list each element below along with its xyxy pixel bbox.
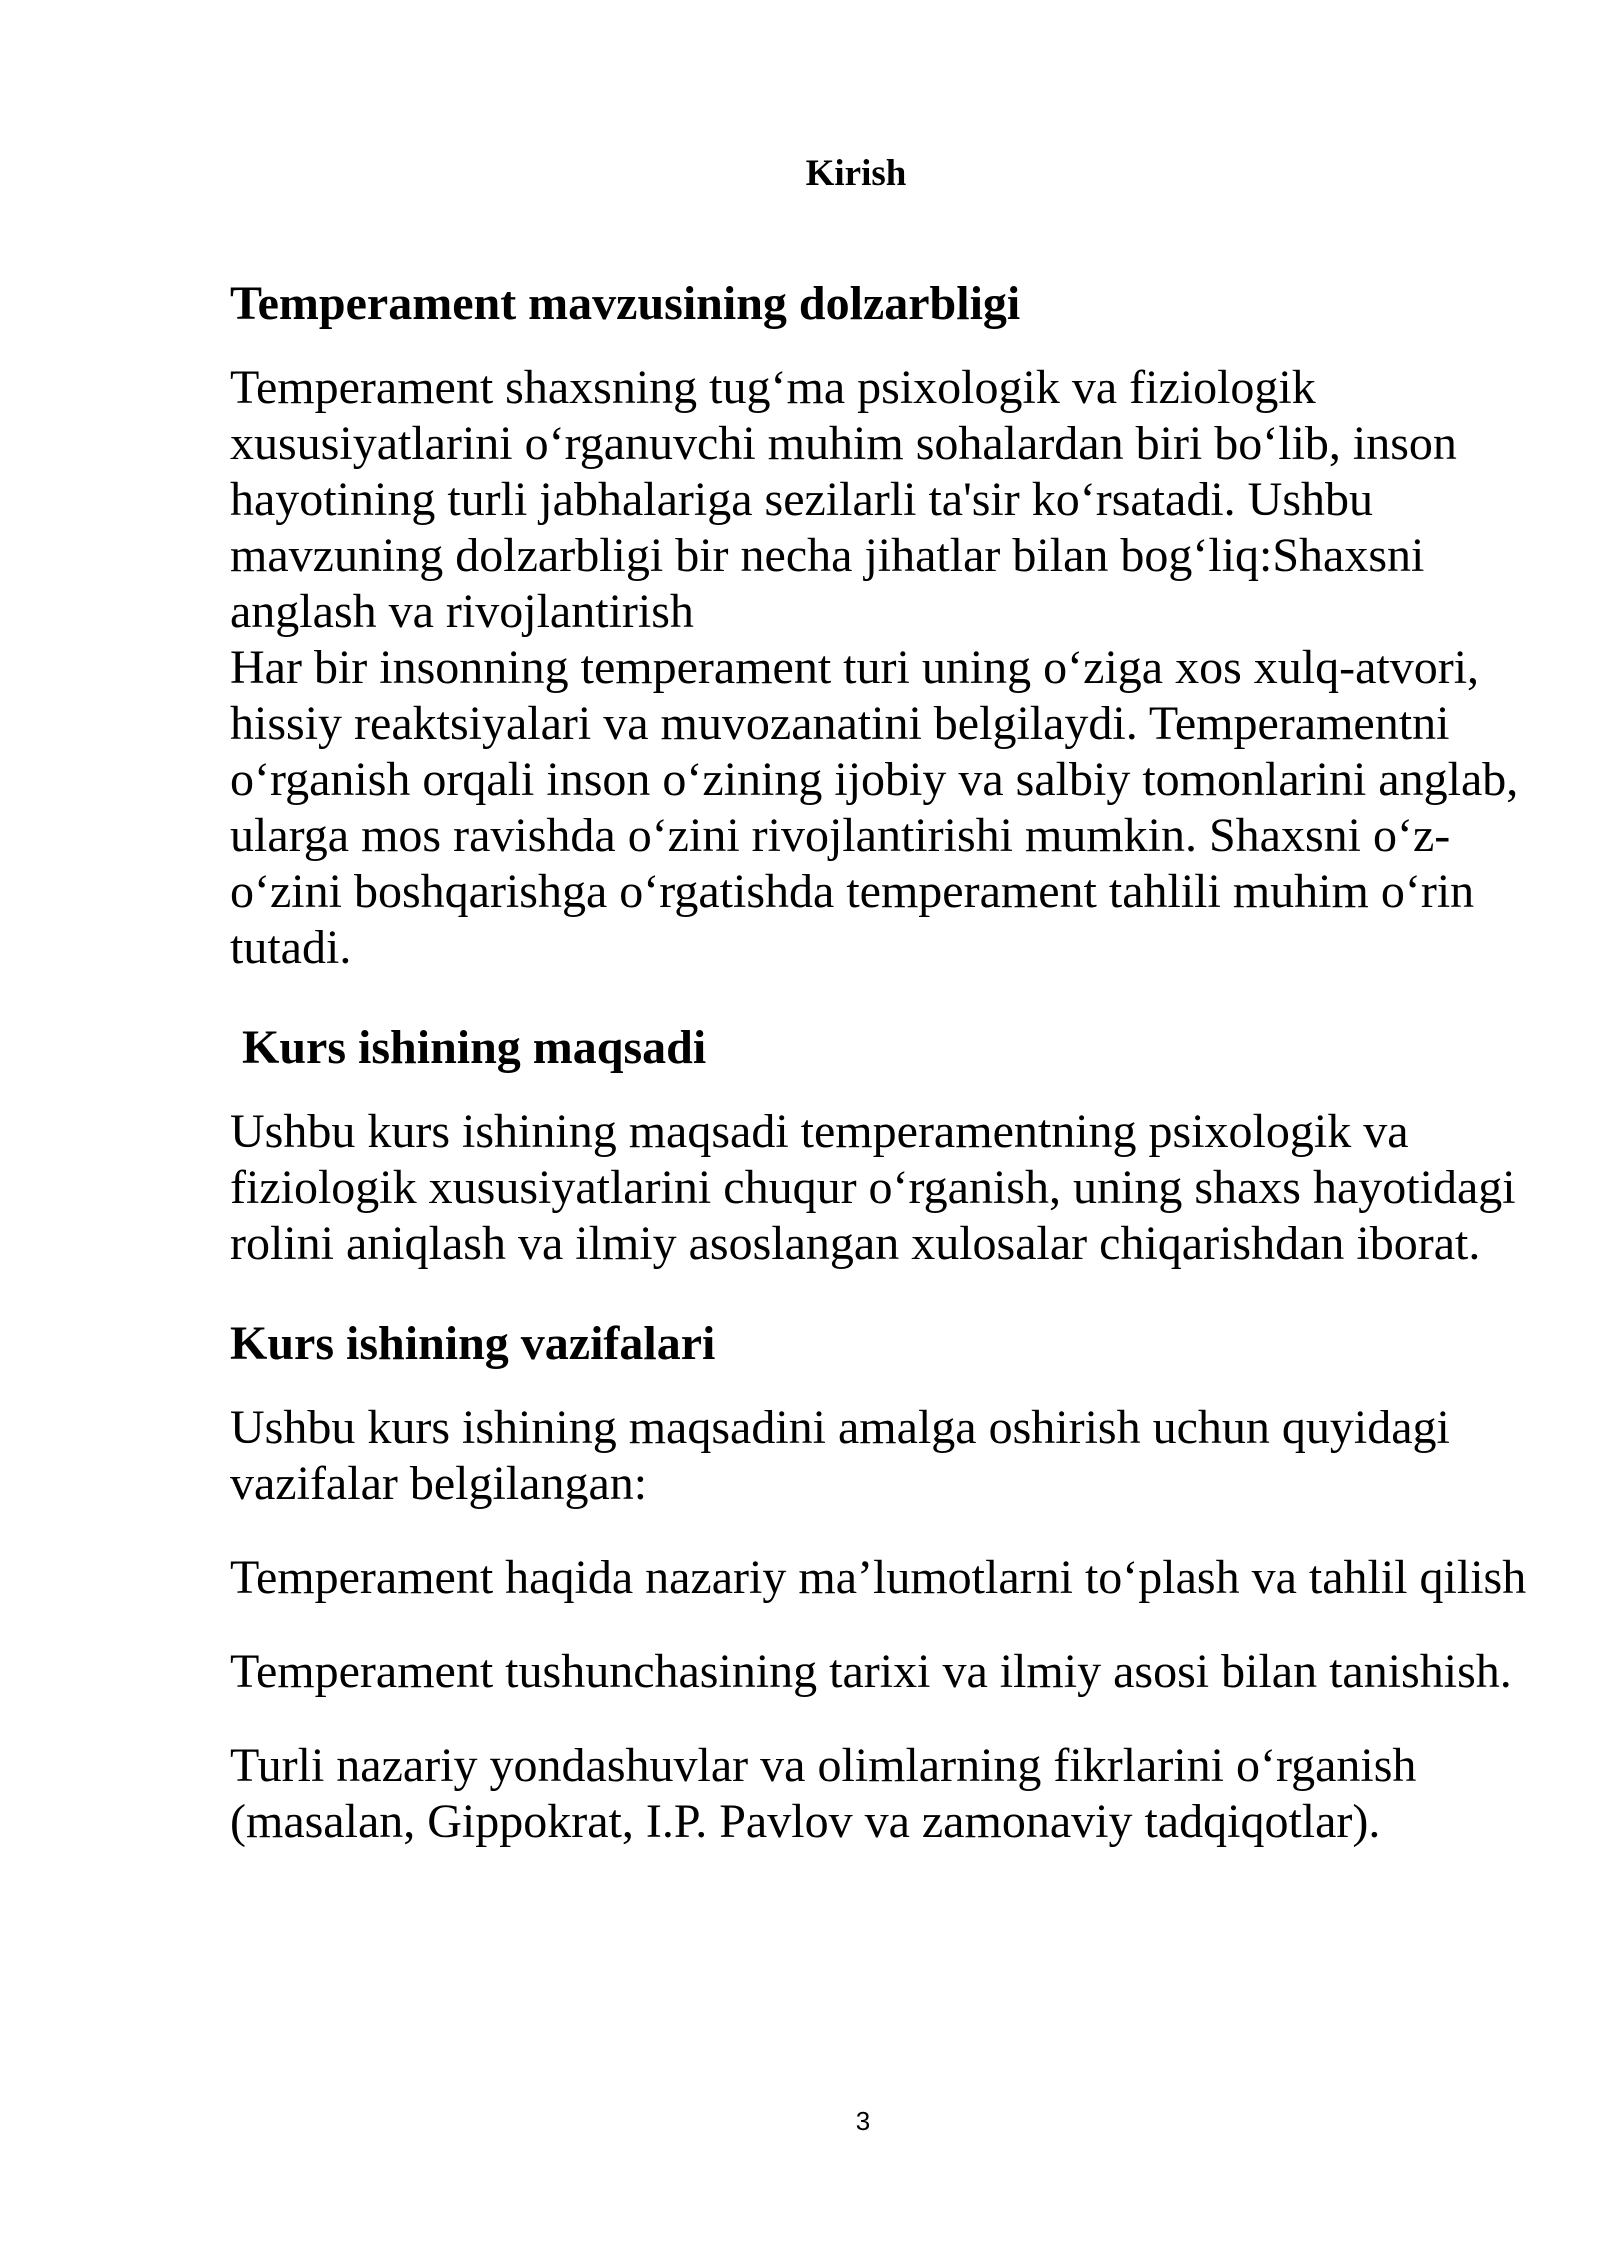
section-heading-tasks: Kurs ishining vazifalari: [230, 1317, 716, 1370]
page-number: 3: [855, 2106, 871, 2136]
paragraph: Temperament haqida nazariy ma’lumotlarni to‘plash va tahlil qilish: [230, 1551, 1527, 1604]
paragraph: Ushbu kurs ishining maqsadini amalga oshirish uchun quyidagi vazifalar belgilangan:: [230, 1401, 1450, 1510]
paragraph: Turli nazariy yondashuvlar va olimlarning fikrlarini o‘rganish (masalan, Gippokrat, I.P. Pavlov va zamonaviy tadqiqotlar).: [230, 1739, 1417, 1848]
page-title: Kirish: [805, 153, 907, 194]
section-heading-relevance: Temperament mavzusining dolzarbligi: [230, 277, 1021, 330]
paragraph: Temperament tushunchasining tarixi va ilmiy asosi bilan tanishish.: [230, 1645, 1512, 1698]
paragraph: Temperament shaxsning tug‘ma psixologik va fiziologik xususiyatlarini o‘rganuvchi muhim sohalardan biri bo‘lib, inson hayotining turli jabhalariga sezilarli ta'sir ko‘rsatadi. Ushbu mavzuning dolzarbligi bir necha jihatlar bilan bog‘liq:Shaxsni anglash va rivojlantirish: [230, 361, 1457, 638]
paragraph: Ushbu kurs ishining maqsadi temperamentning psixologik va fiziologik xususiyatlarini chuqur o‘rganish, uning shaxs hayotidagi rolini aniqlash va ilmiy asoslangan xulosalar chiqarishdan iborat.: [230, 1105, 1516, 1270]
document-body: [230, 270, 1530, 1850]
paragraph: Har bir insonning temperament turi uning o‘ziga xos xulq-atvori, hissiy reaktsiyalari va muvozanatini belgilaydi. Temperamentni o‘rganish orqali inson o‘zining ijobiy va salbiy tomonlarini anglab, ularga mos ravishda o‘zini rivojlantirishi mumkin. Shaxsni o‘z-o‘zini boshqarishga o‘rgatishda temperament tahlili muhim o‘rin tutadi.: [230, 641, 1519, 974]
section-heading-goal: Kurs ishining maqsadi: [242, 1021, 707, 1074]
